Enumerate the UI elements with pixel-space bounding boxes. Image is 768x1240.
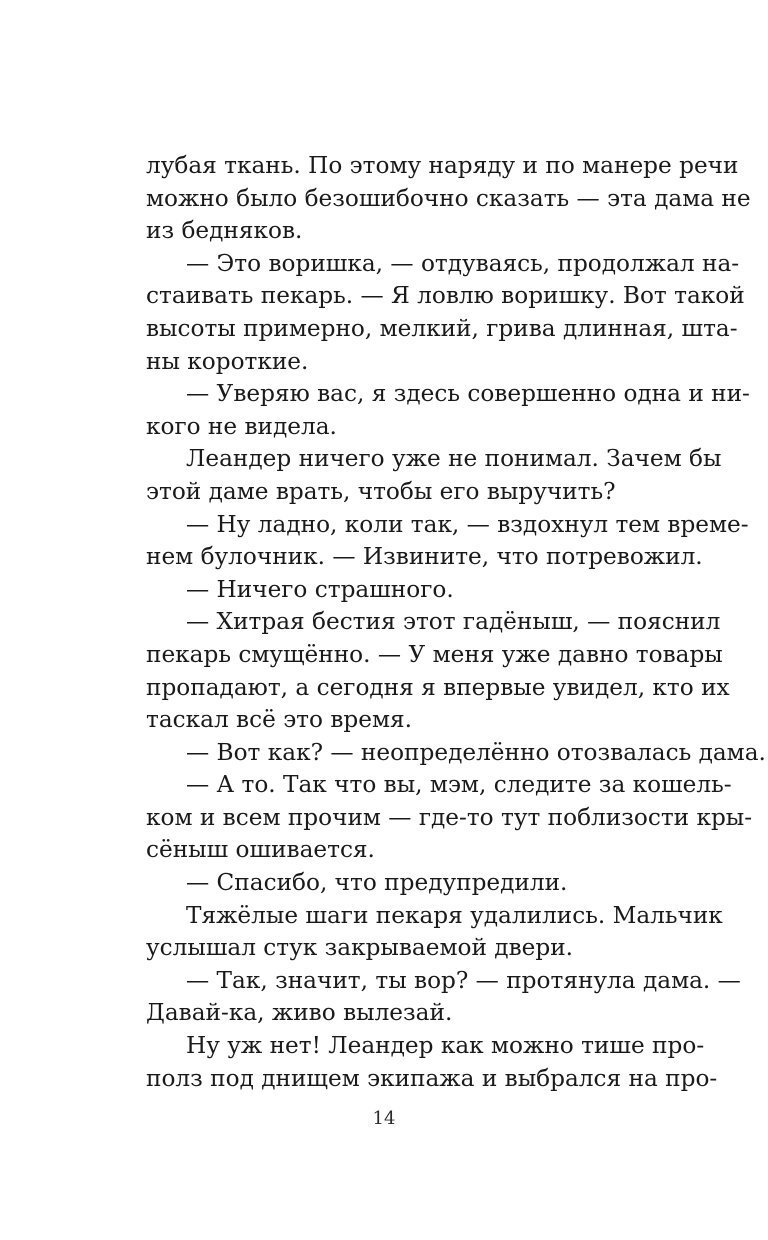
text-line: пропадают, а сегодня я впервые увидел, кто их <box>146 673 730 701</box>
text-line: — Хитрая бестия этот гадёныш, — пояснил <box>186 608 721 636</box>
text-line: услышал стук закрываемой двери. <box>146 934 574 962</box>
text-line: — Это воришка, — отдуваясь, продолжал на- <box>186 249 740 277</box>
text-line: ком и всем прочим — где-то тут поблизости кры- <box>146 803 753 831</box>
text-line: полз под днищем экипажа и выбрался на про- <box>146 1064 718 1092</box>
text-line: лубая ткань. По этому наряду и по манере речи <box>146 152 739 179</box>
text-line: — Уверяю вас, я здесь совершенно одна и ни- <box>186 380 750 408</box>
text-line: из бедняков. <box>146 217 303 245</box>
text-line: Тяжёлые шаги пекаря удалились. Мальчик <box>186 901 723 929</box>
text-line: этой даме врать, чтобы его выручить? <box>146 477 616 505</box>
text-line: сёныш ошивается. <box>146 836 375 864</box>
text-line: Давай-ка, живо вылезай. <box>146 999 453 1027</box>
text-line: — Так, значит, ты вор? — протянула дама. — <box>186 966 741 994</box>
text-line: Леандер ничего уже не понимал. Зачем бы <box>186 445 722 473</box>
text-line: — А то. Так что вы, мэм, следите за кошель- <box>186 771 732 799</box>
text-line: — Ну ладно, коли так, — вздохнул тем време- <box>186 510 749 538</box>
text-line: Ну уж нет! Леандер как можно тише про- <box>186 1032 705 1060</box>
text-line: таскал всё это время. <box>146 706 412 734</box>
text-line: кого не видела. <box>146 412 337 440</box>
text-line: — Вот как? — неопределённо отозвалась дама. <box>186 738 766 766</box>
text-line: стаивать пекарь. — Я ловлю воришку. Вот такой <box>146 282 745 310</box>
text-line: можно было безошибочно сказать — эта дама не <box>146 184 751 212</box>
page-body-text <box>146 150 766 1095</box>
text-line: высоты примерно, мелкий, грива длинная, шта- <box>146 314 738 342</box>
page-number: 14 <box>372 1108 396 1129</box>
text-line: пекарь смущённо. — У меня уже давно товары <box>146 640 723 668</box>
text-line: — Ничего страшного. <box>186 575 454 603</box>
text-line: нем булочник. — Извините, что потревожил. <box>146 543 703 571</box>
text-line: ны короткие. <box>146 347 309 375</box>
text-line: — Спасибо, что предупредили. <box>186 869 568 897</box>
